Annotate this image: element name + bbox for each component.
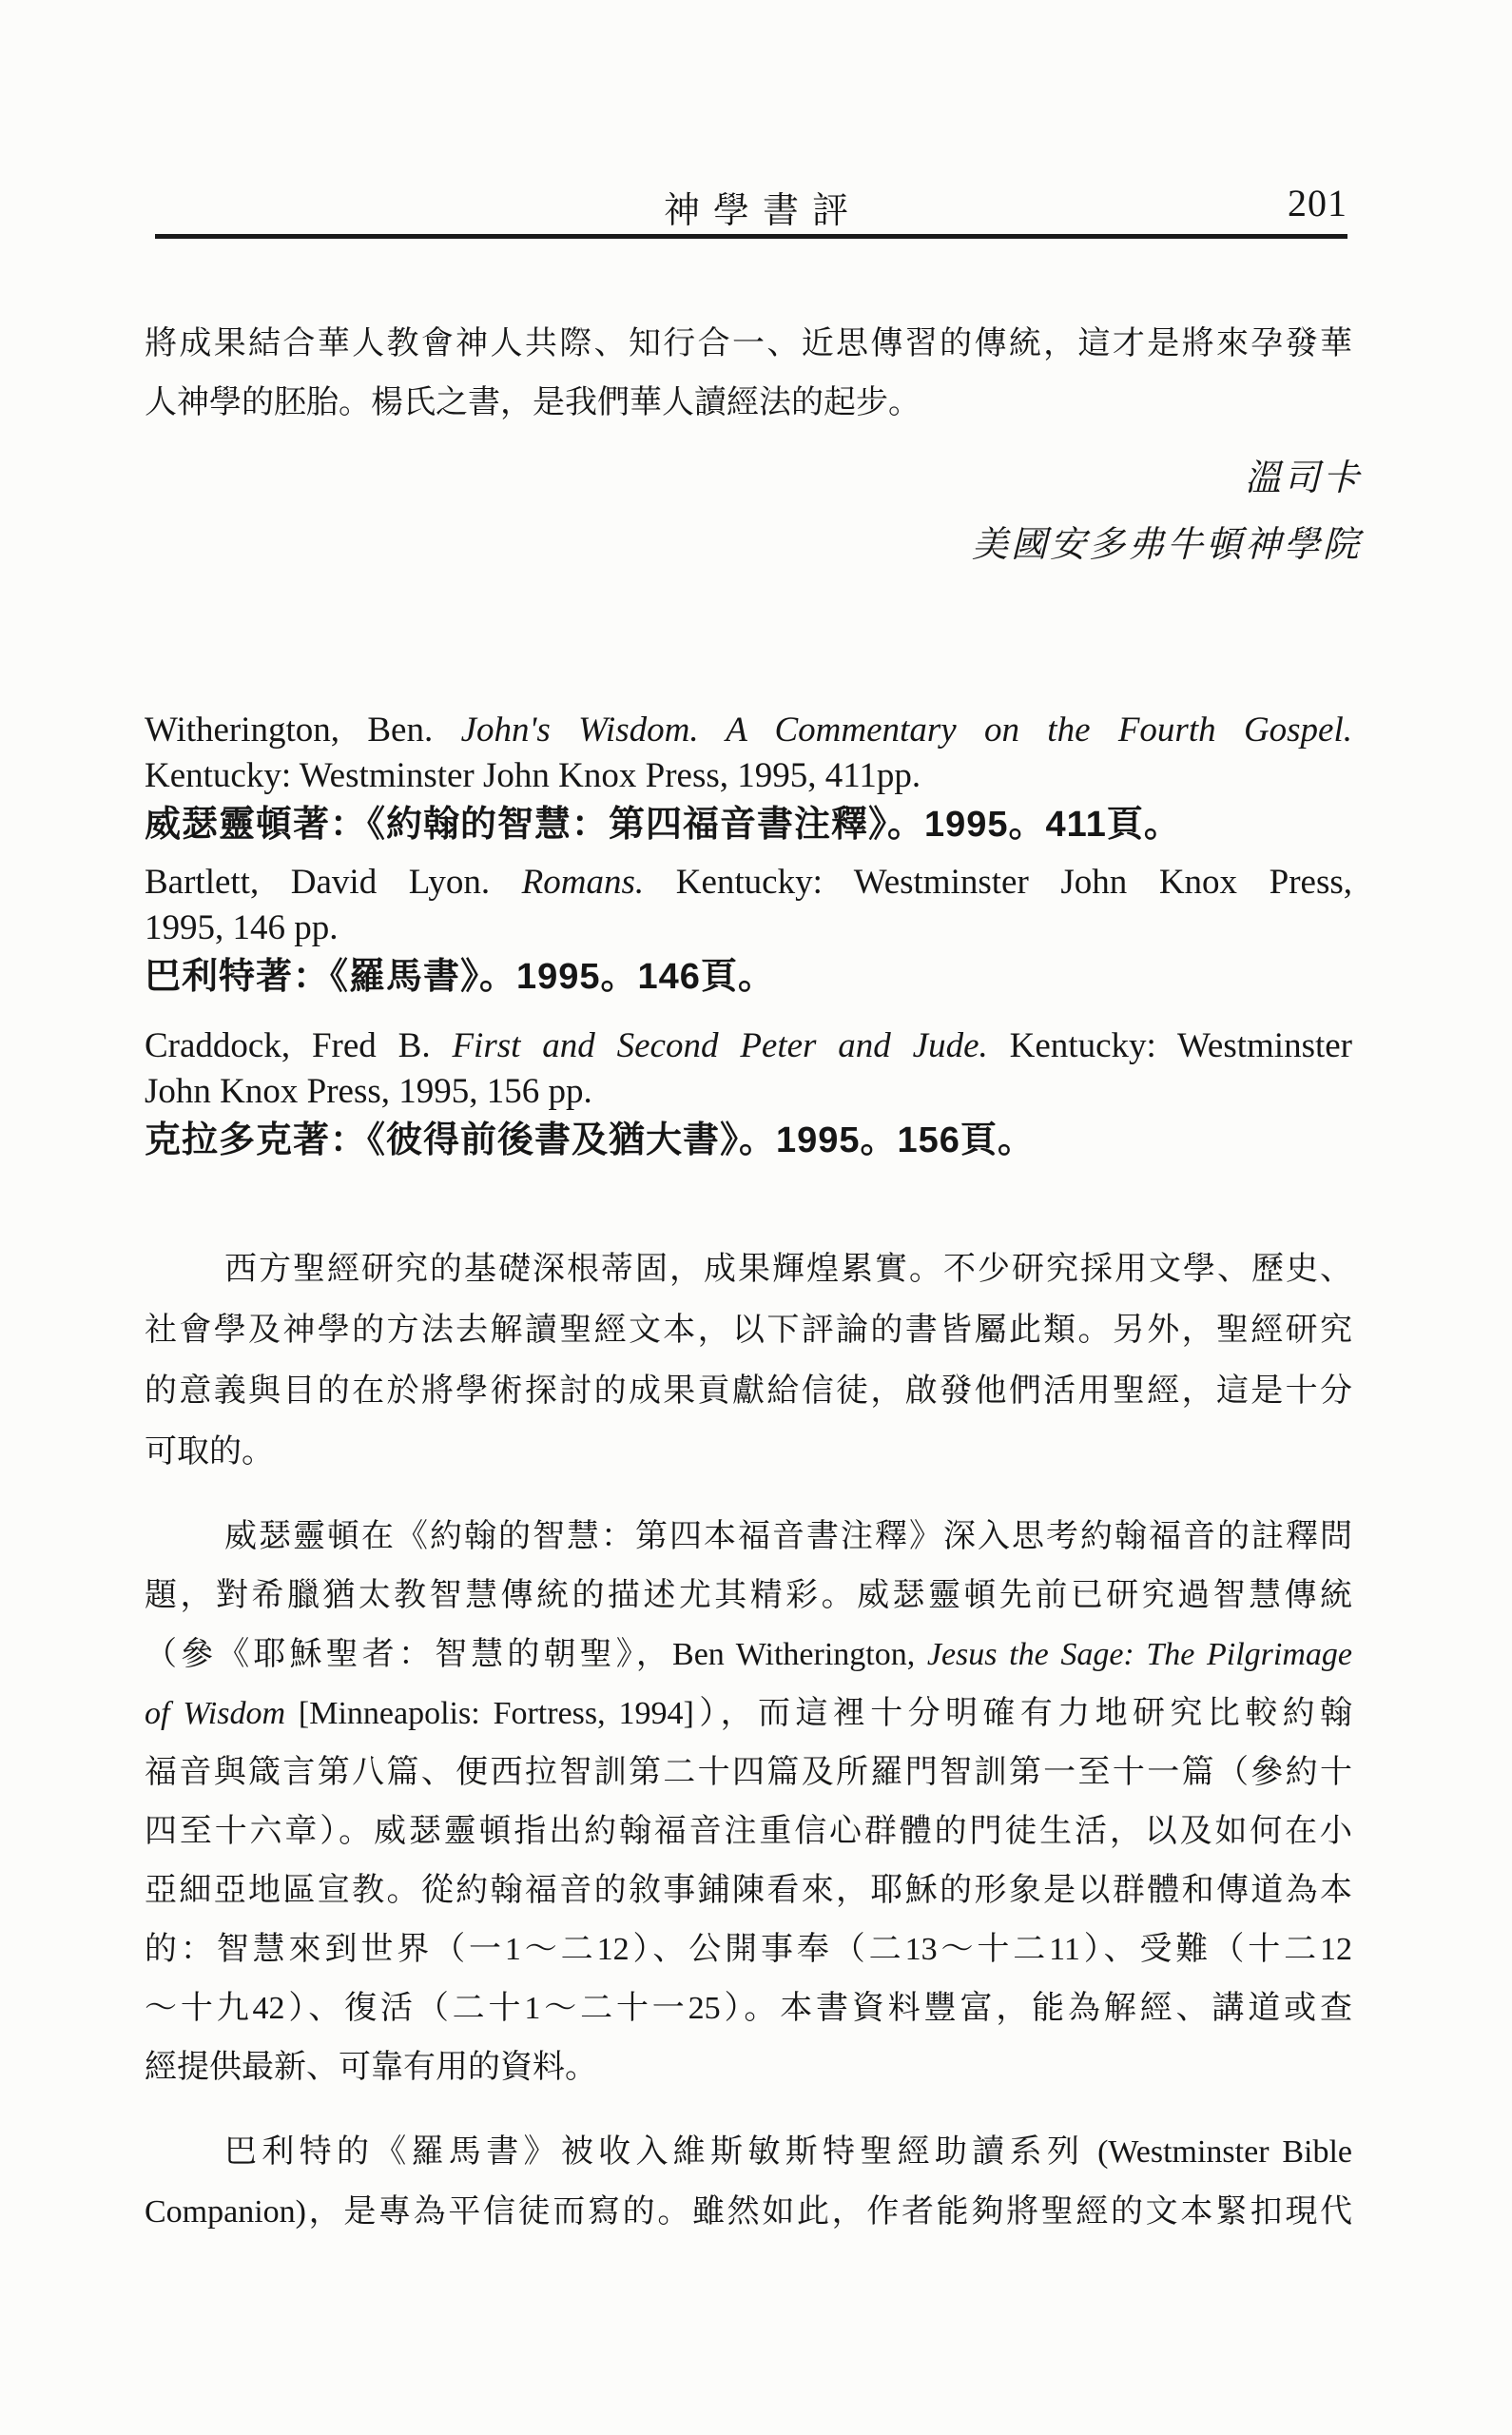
review-paragraph-witherington [145,1508,1352,2097]
page-number: 201 [1288,182,1347,224]
bib-author: Bartlett, David Lyon. [145,863,522,902]
bib-publisher: Kentucky: Westminster John Knox Press, [675,863,1352,902]
text-line [145,1626,1352,1685]
text-line: Companion)，是專為平信徒而寫的。雖然如此，作者能夠將聖經的文本緊扣現代 [145,2194,1352,2230]
bib-english-line: Kentucky: Westminster John Knox Press, 1995, 411pp. [145,756,921,795]
text-run: [Minneapolis: Fortress, 1994]），而這裡十分明確有力地研究比較約翰 [285,1696,1352,1731]
bib-author: Witherington, Ben. [145,711,461,750]
bib-book-title: First and Second Peter and Jude. [452,1026,1010,1065]
text-line [145,1685,1352,1743]
text-line: 四至十六章）。威瑟靈頓指出約翰福音注重信心群體的門徒生活，以及如何在小 [145,1814,1352,1849]
bib-book-title: Romans. [521,863,676,902]
text-line: 亞細亞地區宣教。從約翰福音的敘事鋪陳看來，耶穌的形象是以群體和傳道為本 [145,1873,1352,1908]
bib-english-line: 1995, 146 pp. [145,908,339,947]
review-paragraph-bartlett [145,2122,1352,2242]
reviewer-name: 溫司卡 [1244,458,1362,498]
text-line: 西方聖經研究的基礎深根蒂固，成果輝煌累實。不少研究採用文學、歷史、 [224,1252,1352,1287]
bib-english-line [145,708,1352,753]
text-line: 可取的。 [145,1434,274,1470]
bib-book-title: John's Wisdom. A Commentary on the Fourth Gospel. [460,711,1353,750]
text-line: 的：智慧來到世界（一1～二12）、公開事奉（二13～十二11）、受難（十二12 [145,1932,1352,1967]
review-paragraph-overview [145,1239,1352,1483]
reviewer-affiliation: 美國安多弗牛頓神學院 [971,525,1362,565]
text-line: 社會學及神學的方法去解讀聖經文本，以下評論的書皆屬此類。另外，聖經研究 [145,1313,1352,1348]
bib-entry-craddock [145,1023,1352,1163]
text-line: 經提供最新、可靠有用的資料。 [145,2050,597,2085]
bib-english-line: John Knox Press, 1995, 156 pp. [145,1072,592,1111]
text-line: 人神學的胚胎。楊氏之書，是我們華人讀經法的起步。 [145,385,921,420]
reviewer-signature [972,445,1362,578]
text-line: 的意義與目的在於將學術探討的成果貢獻給信徒，啟發他們活用聖經，這是十分 [145,1373,1352,1409]
text-line: 巴利特的《羅馬書》被收入維斯敏斯特聖經助讀系列 (Westminster Bible [224,2134,1352,2170]
book-title-italic: Jesus the Sage: The Pilgrimage [926,1637,1352,1672]
bib-entry-bartlett [145,860,1352,1000]
bib-chinese-line: 克拉多克著：《彼得前後書及猶大書》。1995。156頁。 [145,1120,1035,1160]
text-line: 福音與箴言第八篇、便西拉智訓第二十四篇及所羅門智訓第一至十一篇（參約十 [145,1755,1352,1790]
running-title: 神學書評 [663,191,862,231]
bib-publisher: Kentucky: Westminster [1009,1026,1353,1065]
text-line: 題，對希臘猶太教智慧傳統的描述尤其精彩。威瑟靈頓先前已研究過智慧傳統 [145,1578,1352,1613]
text-run: （參《耶穌聖者：智慧的朝聖》，Ben Witherington, [145,1637,927,1672]
bib-english-line [145,860,1352,906]
bib-chinese-line: 威瑟靈頓著：《約翰的智慧：第四福音書注釋》。1995。411頁。 [145,805,1181,845]
text-line: 將成果結合華人教會神人共際、知行合一、近思傳習的傳統，這才是將來孕發華 [145,326,1352,361]
bib-entry-witherington [145,708,1352,847]
text-line: ～十九42）、復活（二十1～二十一25）。本書資料豐富，能為解經、講道或查 [145,1991,1352,2026]
header-rule [155,234,1347,239]
bib-author: Craddock, Fred B. [145,1026,453,1065]
text-line: 威瑟靈頓在《約翰的智慧：第四本福音書注釋》深入思考約翰福音的註釋問 [224,1519,1352,1554]
bib-chinese-line: 巴利特著：《羅馬書》。1995。146頁。 [145,957,775,997]
intro-paragraph [145,315,1352,433]
bib-english-line [145,1023,1352,1069]
book-title-italic: of Wisdom [145,1696,286,1731]
